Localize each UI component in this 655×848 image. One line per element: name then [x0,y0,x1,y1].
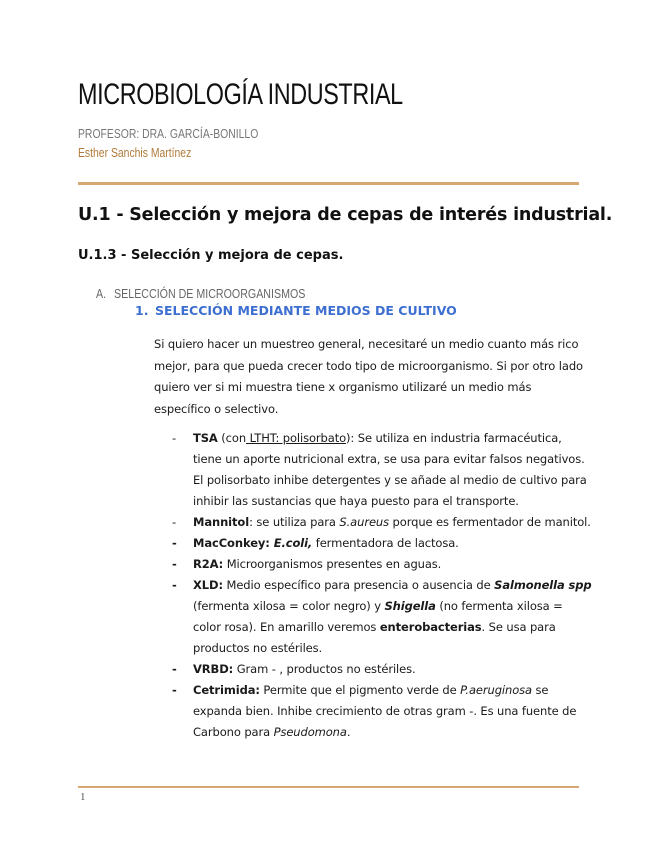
item-name: XLD: [193,578,223,592]
species-name: Salmonella spp [494,578,592,592]
underlined-text: LTHT: polisorbato [246,431,347,445]
item-text: se expanda bien. Inhibe crecimiento de otras gram -. Es una fuente de Carbono para [193,683,577,739]
bold-term: enterobacterias [379,620,482,634]
item-text: (con [217,431,247,445]
section-1-number: 1. [135,303,149,318]
item-text: . [346,725,351,739]
unit-heading: U.1 - Selección y mejora de cepas de interés industrial. [78,205,613,225]
item-name: TSA [193,431,218,445]
item-text: porque es fermentador de manitol. [389,515,591,529]
list-item-macconkey [172,533,592,554]
section-a-letter: A. [96,286,107,301]
section-1-heading [135,303,457,318]
item-name: Cetrimida: [193,683,260,697]
species-name: P.aeruginosa [460,683,532,697]
species-name: Pseudomona [273,725,347,739]
item-name: R2A: [193,557,224,571]
item-text: (no fermenta xilosa = color rosa). En amarillo veremos [193,599,563,634]
list-item-r2a [172,554,592,575]
list-dash: - [172,557,177,571]
item-text: Microorganismos presentes en aguas. [223,557,442,571]
item-text: Gram - , productos no estériles. [233,662,416,676]
list-item-xld [172,575,592,659]
item-name: MacConkey: [193,536,270,550]
section-a-label: SELECCIÓN DE MICROORGANISMOS [114,286,306,301]
item-text: Medio específico para presencia o ausencia de [222,578,495,592]
list-item-cetrimida [172,680,592,743]
document-title: MICROBIOLOGÍA INDUSTRIAL [78,78,403,111]
footer-divider [78,786,579,788]
item-name: VRBD: [193,662,234,676]
list-dash: - [172,515,177,529]
species-name: S.aureus [339,515,389,529]
species-name: E.coli, [269,536,313,550]
list-dash: - [172,431,177,445]
subunit-heading: U.1.3 - Selección y mejora de cepas. [78,248,344,263]
item-text: (fermenta xilosa = color negro) y [193,599,385,613]
section-a-heading [96,286,305,301]
header-divider [78,182,579,185]
list-item-mannitol [172,512,592,533]
section-1-label: SELECCIÓN MEDIANTE MEDIOS DE CULTIVO [155,303,457,318]
professor-line: PROFESOR: DRA. GARCÍA-BONILLO [78,126,259,141]
item-text: Permite que el pigmento verde de [259,683,461,697]
list-dash: - [172,578,177,592]
item-text: fermentadora de lactosa. [312,536,459,550]
item-name: Mannitol [193,515,250,529]
item-text: : se utiliza para [249,515,340,529]
author-line: Esther Sanchis Martínez [78,145,192,160]
item-text: . Se usa para productos no estériles. [193,620,556,655]
page-number: 1 [80,791,86,803]
list-dash: - [172,536,177,550]
list-item-tsa [172,428,592,512]
culture-media-list [172,428,592,743]
list-dash: - [172,662,177,676]
list-dash: - [172,683,177,697]
intro-paragraph: Si quiero hacer un muestreo general, necesitaré un medio cuanto más rico mejor, para que pueda crecer todo tipo de microorganismo. Si por otro lado quiero ver si mi muestra tiene x organismo utilizaré un medio más específico o selectivo. [154,337,583,416]
species-name: Shigella [384,599,436,613]
item-text: ): Se utiliza en industria farmacéutica, tiene un aporte nutricional extra, se usa para evitar falsos negativos. El polisorbato inhibe detergentes y se añade al medio de cultivo para inhibir las sustancias que haya puesto para el transporte. [193,431,587,508]
list-item-vrbd [172,659,592,680]
